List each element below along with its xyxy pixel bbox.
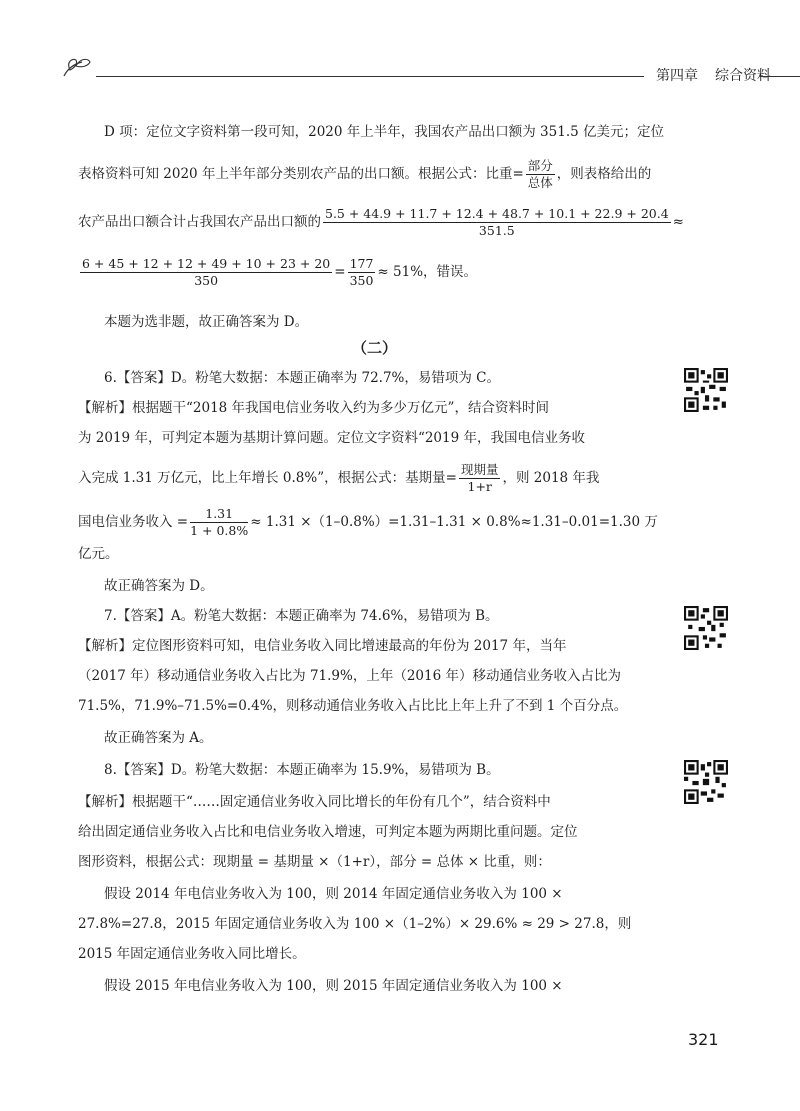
text: ，则表格给出的 <box>556 166 652 182</box>
paragraph-line-formula <box>78 206 684 239</box>
text: ，则 2018 年我 <box>502 470 600 486</box>
denominator: 350 <box>194 273 219 288</box>
fraction <box>526 158 555 191</box>
numerator: 6 + 45 + 12 + 12 + 49 + 10 + 23 + 20 <box>82 256 331 271</box>
header-section: 综合资料 <box>715 68 771 84</box>
answer-heading-q8: 8.【答案】D。粉笔大数据：本题正确率为 15.9%，易错项为 B。 <box>104 762 500 778</box>
paragraph-line: 为 2019 年，可判定本题为基期计算问题。定位文字资料“2019 年，我国电信业务收 <box>78 430 585 446</box>
numerator: 177 <box>349 256 374 271</box>
paragraph-line: 【解析】根据题干“……固定通信业务收入同比增长的年份有几个”，结合资料中 <box>78 794 551 810</box>
denominator: 350 <box>349 273 374 288</box>
denominator: 351.5 <box>478 223 515 238</box>
numerator: 现期量 <box>460 462 499 477</box>
paragraph-line-formula <box>78 256 477 289</box>
numerator: 1.31 <box>190 506 248 523</box>
paragraph-line-formula <box>78 506 658 539</box>
denominator: 总体 <box>527 175 553 190</box>
paragraph-line: 假设 2014 年电信业务收入为 100，则 2014 年固定通信业务收入为 100 × <box>104 886 563 902</box>
paragraph-line: 2015 年固定通信业务收入同比增长。 <box>78 946 306 962</box>
text: ≈ 51%，错误。 <box>377 264 478 280</box>
paragraph-line: 【解析】定位图形资料可知，电信业务收入同比增速最高的年份为 2017 年，当年 <box>78 638 567 654</box>
qr-code-icon[interactable] <box>684 760 728 804</box>
fraction <box>459 462 501 495</box>
paragraph-line-formula <box>78 462 599 495</box>
denominator: 1 + 0.8% <box>190 523 249 538</box>
fraction <box>80 256 332 289</box>
page-number: 321 <box>688 1030 719 1049</box>
paragraph-line: 本题为选非题，故正确答案为 D。 <box>104 314 309 330</box>
qr-code-icon[interactable] <box>684 606 728 650</box>
paragraph-line: 亿元。 <box>78 546 119 562</box>
paragraph-line: 假设 2015 年电信业务收入为 100，则 2015 年固定通信业务收入为 100 × <box>104 978 563 994</box>
text: 农产品出口额合计占我国农产品出口额的 <box>78 214 321 230</box>
answer-heading-q7: 7.【答案】A。粉笔大数据：本题正确率为 74.6%，易错项为 B。 <box>104 608 499 624</box>
numerator: 部分 <box>527 158 553 173</box>
answer-line: 故正确答案为 A。 <box>104 730 213 746</box>
header-rule <box>96 76 644 77</box>
answer-line: 故正确答案为 D。 <box>104 578 214 594</box>
paragraph-line-formula <box>78 158 651 191</box>
text: 表格资料可知 2020 年上半年部分类别农产品的出口额。根据公式：比重= <box>78 166 524 182</box>
answer-heading-q6: 6.【答案】D。粉笔大数据：本题正确率为 72.7%，易错项为 C。 <box>104 370 501 386</box>
header-chapter: 第四章 <box>656 68 698 84</box>
paragraph-line: 【解析】根据题干“2018 年我国电信业务收入约为多少万亿元”，结合资料时间 <box>78 400 549 416</box>
paragraph-line: 给出固定通信业务收入占比和电信业务收入增速，可判定本题为两期比重问题。定位 <box>78 824 578 840</box>
header-rule-right <box>760 76 800 77</box>
paragraph-line: D 项：定位文字资料第一段可知，2020 年上半年，我国农产品出口额为 351.5 亿美元；定位 <box>104 124 664 140</box>
paragraph-line: 图形资料，根据公式：现期量 = 基期量 ×（1+r），部分 = 总体 × 比重，则： <box>78 854 551 870</box>
text: 入完成 1.31 万亿元，比上年增长 0.8%”，根据公式：基期量= <box>78 470 457 486</box>
text: ≈ <box>672 214 684 230</box>
paragraph-line: （2017 年）移动通信业务收入占比为 71.9%，上年（2016 年）移动通信业务收入占比为 <box>78 668 621 684</box>
denominator: 1+r <box>467 479 492 494</box>
text: = <box>334 264 346 280</box>
text: 国电信业务收入 = <box>78 514 189 530</box>
numerator: 5.5 + 44.9 + 11.7 + 12.4 + 48.7 + 10.1 + 22.9 + 20.4 <box>325 206 669 221</box>
paragraph-line: 71.5%，71.9%–71.5%=0.4%，则移动通信业务收入占比比上年上升了不到 1 个百分点。 <box>78 698 628 714</box>
text: ≈ 1.31 ×（1–0.8%）=1.31–1.31 × 0.8%≈1.31–0.01=1.30 万 <box>250 514 658 530</box>
fraction <box>348 256 376 289</box>
section-title: （二） <box>352 339 398 357</box>
fraction <box>190 506 248 539</box>
qr-code-icon[interactable] <box>684 368 728 412</box>
page-header <box>60 50 780 90</box>
paragraph-line: 27.8%=27.8，2015 年固定通信业务收入为 100 ×（1–2%）× 29.6% ≈ 29 > 27.8，则 <box>78 916 632 932</box>
fraction <box>323 206 671 239</box>
